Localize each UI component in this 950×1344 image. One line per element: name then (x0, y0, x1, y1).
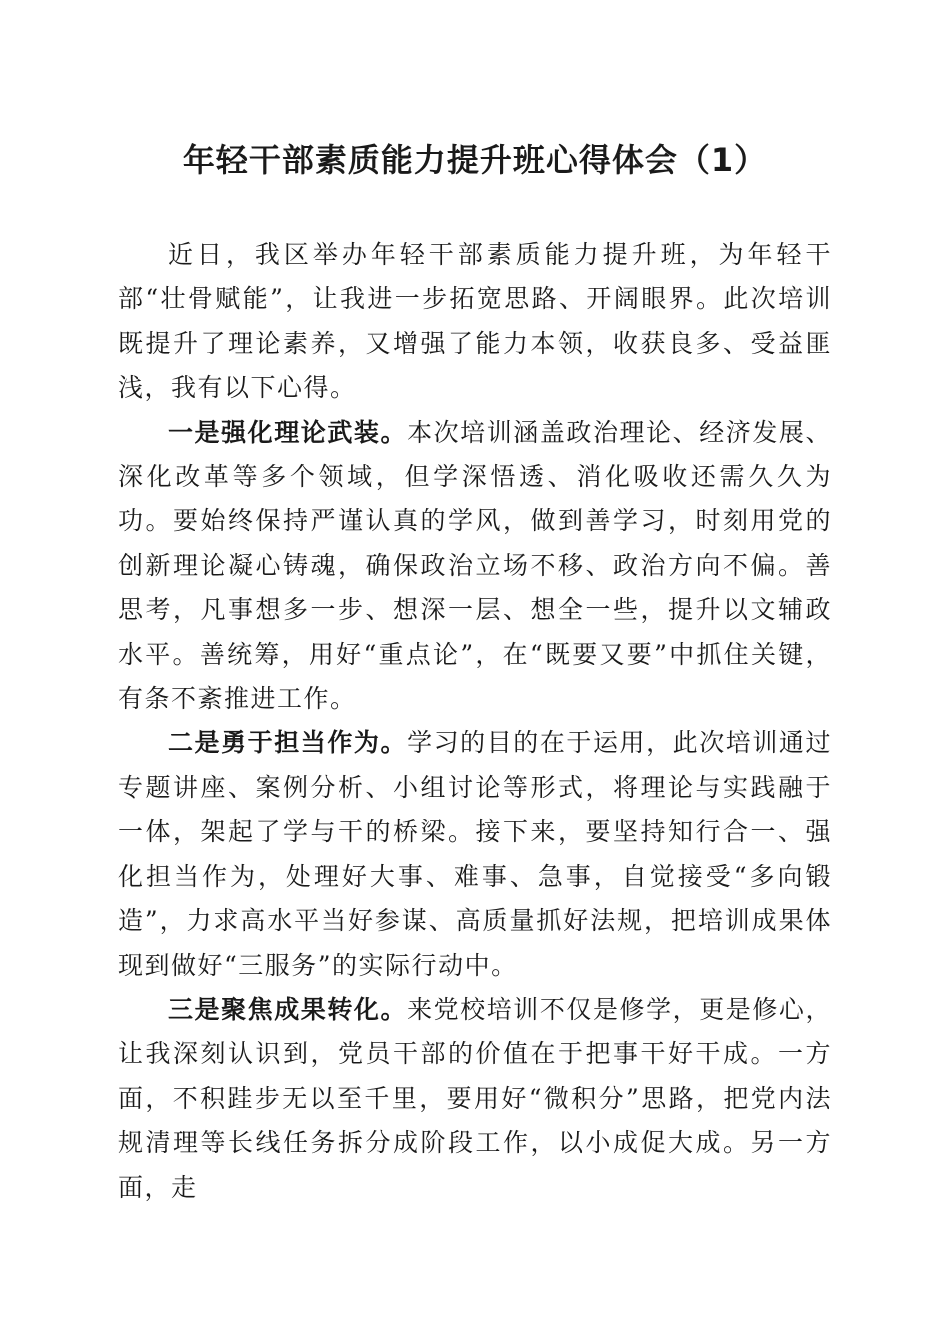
point-three-paragraph (118, 988, 832, 1210)
point-one-paragraph (118, 411, 832, 722)
paragraph-lead: 一是强化理论武装。 (168, 417, 408, 447)
paragraph-text: 近日，我区举办年轻干部素质能力提升班，为年轻干部“壮骨赋能”，让我进一步拓宽思路、开阔眼界。此次培训既提升了理论素养，又增强了能力本领，收获良多、受益匪浅，我有以下心得。 (118, 240, 832, 403)
paragraph-text: 本次培训涵盖政治理论、经济发展、深化改革等多个领域，但学深悟透、消化吸收还需久久为功。要始终保持严谨认真的学风，做到善学习，时刻用党的创新理论凝心铸魂，确保政治立场不移、政治方向不偏。善思考，凡事想多一步、想深一层、想全一些，提升以文辅政水平。善统筹，用好“重点论”，在“既要又要”中抓住关键，有条不紊推进工作。 (118, 417, 832, 714)
paragraph-text: 学习的目的在于运用，此次培训通过专题讲座、案例分析、小组讨论等形式，将理论与实践融于一体，架起了学与干的桥梁。接下来，要坚持知行合一、强化担当作为，处理好大事、难事、急事，自觉接受“多向锻造”，力求高水平当好参谋、高质量抓好法规，把培训成果体现到做好“三服务”的实际行动中。 (118, 728, 832, 980)
point-two-paragraph (118, 721, 832, 987)
intro-paragraph (118, 233, 832, 411)
document-title: 年轻干部素质能力提升班心得体会（1） (182, 141, 768, 179)
paragraph-text: 来党校培训不仅是修学，更是修心，让我深刻认识到，党员干部的价值在于把事干好干成。一方面，不积跬步无以至千里，要用好“微积分”思路，把党内法规清理等长线任务拆分成阶段工作，以小成促大成。另一方面，走 (118, 994, 832, 1202)
paragraph-lead: 三是聚焦成果转化。 (168, 994, 408, 1024)
document-body (118, 233, 832, 1210)
paragraph-lead: 二是勇于担当作为。 (168, 728, 408, 758)
